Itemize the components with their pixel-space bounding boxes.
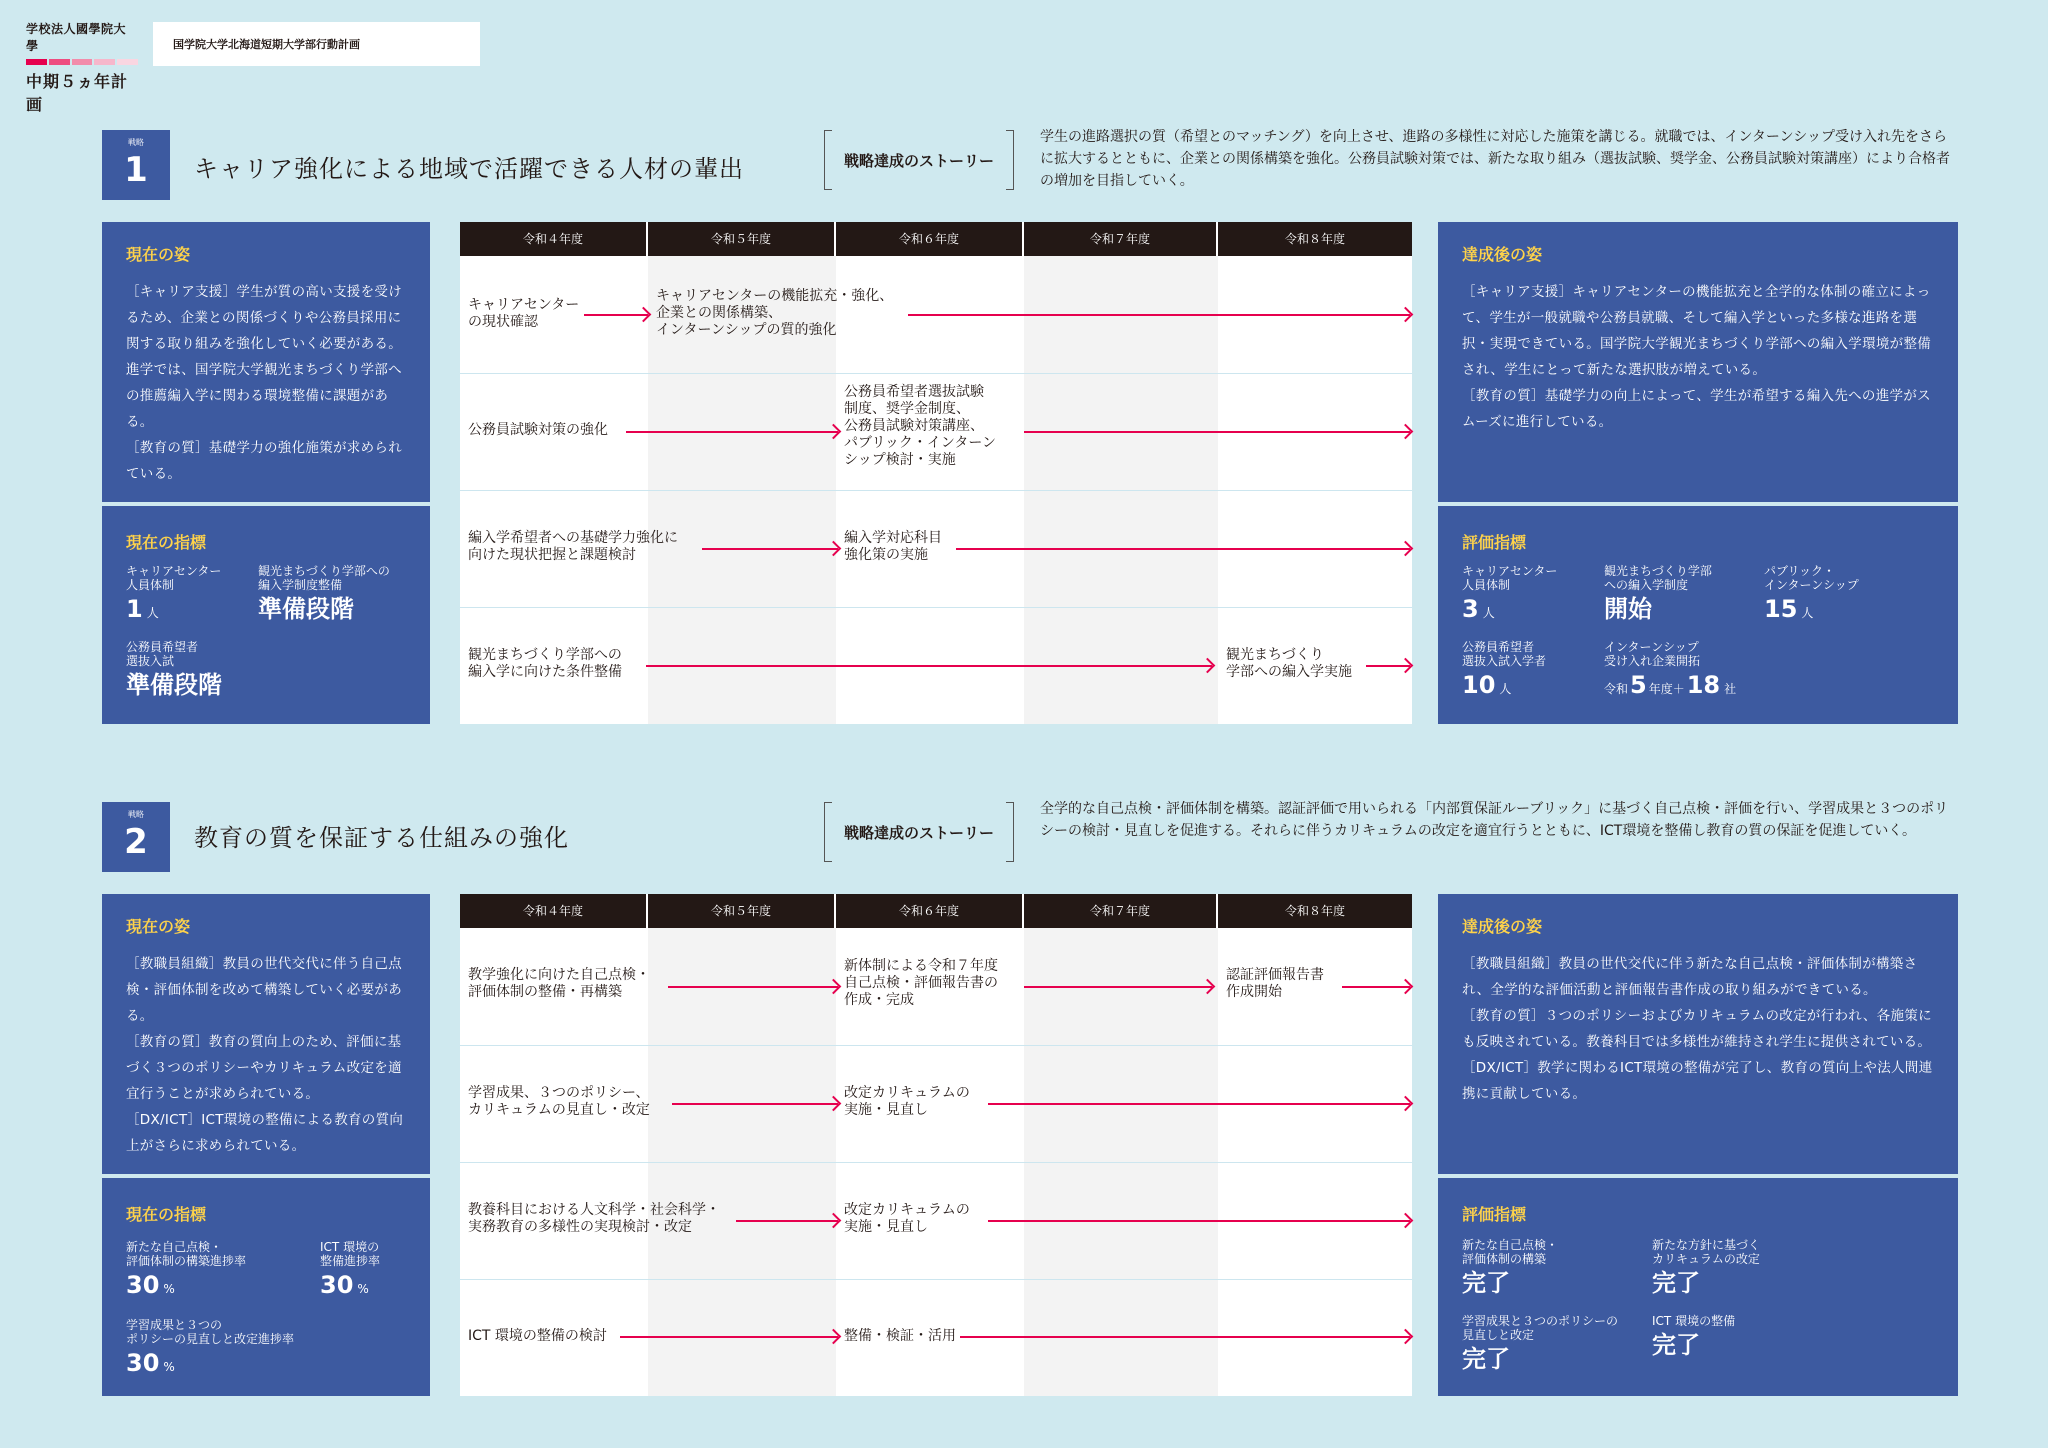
current-state-title: 現在の姿 (126, 917, 191, 936)
indicator-value: 開始 (1604, 595, 1652, 623)
current-indicator-panel (102, 1178, 430, 1396)
roadmap-arrow (584, 314, 648, 316)
story-label: 戦略達成のストーリー (843, 823, 994, 842)
target-indicator-panel (1438, 1178, 1958, 1396)
year-label: 令和５年度 (710, 904, 771, 918)
roadmap-arrow (1342, 986, 1410, 988)
indicator-value: 完了 (1652, 1331, 1700, 1359)
indicator-prefix: 令和 (1604, 682, 1629, 696)
indicator-unit: % (357, 1282, 369, 1296)
current-state-panel (102, 222, 430, 502)
bracket-left (824, 130, 832, 190)
roadmap-arrow (988, 1103, 1410, 1105)
roadmap-arrow (1024, 986, 1212, 988)
roadmap-item: 認証評価報告書 作成開始 (1226, 967, 1324, 1000)
roadmap-arrow (1366, 665, 1410, 667)
indicator-label: 観光まちづくり学部 への編入学制度 (1604, 564, 1712, 592)
indicator-label: 新たな方針に基づく カリキュラムの改定 (1652, 1238, 1761, 1266)
roadmap-timeline-1 (460, 222, 1412, 724)
story-text: 学生の進路選択の質（希望とのマッチング）を向上させ、進路の多様性に対応した施策を講じる。就職では、インターンシップ受け入れ先をさらに拡大するとともに、企業との関係構築を強化。公務員試験対策では、新たな取り組み（選抜試験、奨学金、公務員試験対策講座）により合格者の増加を目指していく。 (1040, 129, 1950, 189)
year-label: 令和８年度 (1284, 904, 1345, 918)
year-label: 令和４年度 (522, 232, 583, 246)
row-separator (460, 607, 1412, 608)
roadmap-item: 改定カリキュラムの 実施・見直し (844, 1202, 970, 1235)
indicator-label: インターンシップ 受け入れ企業開拓 (1604, 640, 1701, 668)
indicator-value: 完了 (1462, 1269, 1510, 1297)
indicator (1462, 1314, 1618, 1374)
indicator-unit: % (163, 1360, 175, 1374)
strategy-title: キャリア強化による地域で活躍できる人材の輩出 (194, 155, 744, 183)
indicator-value: 3 (1462, 595, 1479, 623)
indicator-unit: 人 (1801, 606, 1814, 620)
indicator-label: キャリアセンター 人員体制 (126, 564, 222, 592)
story-label-box (824, 802, 1014, 862)
roadmap-arrow (668, 986, 838, 988)
story-label-box (824, 130, 1014, 190)
indicator (1652, 1238, 1760, 1298)
roadmap-item: キャリアセンターの機能拡充・強化、 企業との関係構築、 インターンシップの質的強化 (656, 288, 894, 338)
year-label: 令和５年度 (710, 232, 771, 246)
brand-block (26, 20, 138, 115)
indicator-label: ICT 環境の整備 (1652, 1314, 1736, 1328)
indicator-label: ICT 環境の 整備進捗率 (320, 1240, 381, 1268)
indicator-value: 30 (320, 1271, 354, 1299)
current-state-body: ［教職員組織］教員の世代交代に伴う自己点検・評価体制を改めて構築していく必要がある。 ［教育の質］教育の質向上のため、評価に基づく３つのポリシーやカリキュラム改定を適宜行うことが求められている。 ［DX/ICT］ICT環境の整備による教育の質向上がさらに求められている。 (126, 956, 404, 1154)
roadmap-arrow (908, 314, 1410, 316)
badge-number: 1 (124, 150, 148, 190)
indicator (1604, 564, 1712, 624)
roadmap-arrow (1024, 431, 1410, 433)
strategy-title: 教育の質を保証する仕組みの強化 (194, 824, 569, 852)
year-header (460, 894, 1412, 928)
year-label: 令和７年度 (1089, 904, 1150, 918)
current-indicator-title: 現在の指標 (126, 1205, 207, 1224)
indicator (126, 1318, 294, 1382)
indicator-mid: 年度＋ (1648, 682, 1685, 696)
row-separator (460, 1045, 1412, 1046)
indicator (1462, 564, 1557, 628)
current-state-body: ［キャリア支援］学生が質の高い支援を受けるため、企業との関係づくりや公務員採用に関する取り組みを強化していく必要がある。進学では、国学院大学観光まちづくり学部への推薦編入学に関わる環境整備に課題がある。 ［教育の質］基礎学力の強化施策が求められている。 (126, 284, 402, 482)
roadmap-arrow (672, 1103, 838, 1105)
indicator-value: 準備段階 (258, 595, 354, 623)
indicator-unit: 人 (146, 606, 159, 620)
indicator-value: 18 (1686, 671, 1721, 699)
strategy-badge (102, 130, 170, 200)
target-indicator-panel (1438, 506, 1958, 724)
roadmap-arrow (736, 1220, 838, 1222)
story-text: 全学的な自己点検・評価体制を構築。認証評価で用いられる「内部質保証ルーブリック」に基づく自己点検・評価を行い、学習成果と３つのポリシーの検討・見直しを促進する。それらに伴うカリキュラムの改定を適宜行うとともに、ICT環境を整備し教育の質の保証を促進していく。 (1040, 801, 1949, 839)
bracket-right (1006, 130, 1014, 190)
indicator (320, 1240, 380, 1304)
indicator-value: 完了 (1462, 1345, 1510, 1373)
doc-title: 国学院大学北海道短期大学部行動計画 (153, 22, 480, 66)
current-state-panel (102, 894, 430, 1174)
roadmap-item: 編入学対応科目 強化策の実施 (844, 530, 942, 563)
indicator-value: 完了 (1652, 1269, 1700, 1297)
target-state-panel (1438, 222, 1958, 502)
target-indicator-title: 評価指標 (1462, 533, 1527, 552)
indicator (1462, 640, 1546, 704)
roadmap-item: 観光まちづくり学部への 編入学に向けた条件整備 (468, 647, 622, 680)
indicator-label: 新たな自己点検・ 評価体制の構築進捗率 (126, 1240, 247, 1268)
roadmap-timeline-2 (460, 894, 1412, 1396)
indicator-value: 10 (1462, 671, 1496, 699)
roadmap-item: 公務員希望者選抜試験 制度、奨学金制度、 公務員試験対策講座、 パブリック・インターン シップ検討・実施 (844, 384, 997, 468)
indicator-unit: % (163, 1282, 175, 1296)
indicator-label: 学習成果と３つのポリシーの 見直しと改定 (1462, 1314, 1619, 1342)
roadmap-item: 教学強化に向けた自己点検・ 評価体制の整備・再構築 (468, 967, 650, 1000)
indicator (126, 640, 222, 700)
badge-label: 戦略 (128, 810, 144, 819)
indicator (1604, 640, 1736, 704)
roadmap-arrow (960, 1336, 1410, 1338)
year-label: 令和６年度 (898, 232, 959, 246)
indicator (126, 564, 221, 628)
year-label: 令和４年度 (522, 904, 583, 918)
roadmap-item: 整備・検証・活用 (844, 1328, 956, 1344)
indicator-value: 5 (1630, 671, 1647, 699)
brand-color-bars (26, 59, 138, 65)
year-label: 令和６年度 (898, 904, 959, 918)
indicator (126, 1240, 246, 1304)
roadmap-item: 新体制による令和７年度 自己点検・評価報告書の 作成・完成 (844, 958, 998, 1008)
plan-name: 中期５ヵ年計画 (26, 72, 129, 114)
row-separator (460, 1162, 1412, 1163)
year-label: 令和７年度 (1089, 232, 1150, 246)
indicator-value: 準備段階 (126, 671, 222, 699)
badge-label: 戦略 (128, 138, 144, 147)
indicator-value: 1 (126, 595, 143, 623)
indicator (1764, 564, 1859, 628)
row-separator (460, 373, 1412, 374)
indicator (258, 564, 390, 624)
current-indicator-panel (102, 506, 430, 724)
indicator-value: 15 (1764, 595, 1798, 623)
roadmap-arrow (646, 665, 1212, 667)
indicator-label: 公務員希望者 選抜入試 (126, 640, 199, 668)
indicator-value: 30 (126, 1349, 160, 1377)
year-header (460, 222, 1412, 256)
target-state-title: 達成後の姿 (1462, 917, 1543, 936)
target-state-body: ［キャリア支援］キャリアセンターの機能拡充と全学的な体制の確立によって、学生が一般就職や公務員就職、そして編入学といった多様な進路を選択・実現できている。国学院大学観光まちづくり学部への編入学環境が整備され、学生にとって新たな選択肢が増えている。 ［教育の質］基礎学力の向上によって、学生が希望する編入先への進学がスムーズに進行している。 (1462, 284, 1932, 430)
current-state-title: 現在の姿 (126, 245, 191, 264)
brand-bar (26, 59, 47, 65)
year-label: 令和８年度 (1284, 232, 1345, 246)
roadmap-item: 編入学希望者への基礎学力強化に 向けた現状把握と課題検討 (468, 530, 678, 563)
roadmap-item: 公務員試験対策の強化 (468, 422, 608, 438)
indicator-label: 公務員希望者 選抜入試入学者 (1462, 640, 1547, 668)
roadmap-item: 教養科目における人文科学・社会科学・ 実務教育の多様性の実現検討・改定 (468, 1202, 720, 1235)
brand-bar (72, 59, 93, 65)
badge-number: 2 (124, 822, 148, 862)
brand-bar (49, 59, 70, 65)
indicator-unit: 社 (1724, 682, 1737, 696)
indicator-value: 30 (126, 1271, 160, 1299)
org-name: 学校法人國學院大學 (26, 22, 127, 53)
target-indicator-title: 評価指標 (1462, 1205, 1527, 1224)
indicator-label: 学習成果と３つの ポリシーの見直しと改定進捗率 (126, 1318, 295, 1346)
brand-bar (117, 59, 138, 65)
roadmap-item: ICT 環境の整備の検討 (468, 1328, 607, 1344)
row-separator (460, 490, 1412, 491)
roadmap-arrow (988, 1220, 1410, 1222)
story-label: 戦略達成のストーリー (843, 151, 994, 170)
roadmap-item: キャリアセンター の現状確認 (468, 297, 580, 330)
target-state-panel (1438, 894, 1958, 1174)
roadmap-arrow (956, 548, 1410, 550)
roadmap-item: 学習成果、３つのポリシー、 カリキュラムの見直し・改定 (468, 1085, 650, 1118)
roadmap-arrow (702, 548, 838, 550)
strategy-badge (102, 802, 170, 872)
roadmap-item: 改定カリキュラムの 実施・見直し (844, 1085, 970, 1118)
target-state-body: ［教職員組織］教員の世代交代に伴う新たな自己点検・評価体制が構築され、全学的な評価活動と評価報告書作成の取り組みができている。 ［教育の質］３つのポリシーおよびカリキュラムの改定が行われ、各施策にも反映されている。教養科目では多様性が維持され学生に提供されている。 ［DX/ICT］教学に関わるICT環境の整備が完了し、教育の質向上や法人間連携に貢献している。 (1462, 956, 1933, 1102)
indicator-unit: 人 (1499, 682, 1512, 696)
indicator-label: パブリック・ インターンシップ (1764, 564, 1859, 592)
roadmap-arrow (620, 1336, 838, 1338)
roadmap-item: 観光まちづくり 学部への編入学実施 (1226, 647, 1352, 680)
indicator-label: 新たな自己点検・ 評価体制の構築 (1462, 1238, 1559, 1266)
roadmap-arrow (626, 431, 838, 433)
target-state-title: 達成後の姿 (1462, 245, 1543, 264)
bracket-right (1006, 802, 1014, 862)
brand-bar (94, 59, 115, 65)
indicator-unit: 人 (1482, 606, 1495, 620)
indicator-label: キャリアセンター 人員体制 (1462, 564, 1558, 592)
row-separator (460, 1279, 1412, 1280)
indicator (1462, 1238, 1558, 1298)
indicator-label: 観光まちづくり学部への 編入学制度整備 (258, 564, 390, 592)
bracket-left (824, 802, 832, 862)
indicator (1652, 1314, 1735, 1360)
current-indicator-title: 現在の指標 (126, 533, 207, 552)
